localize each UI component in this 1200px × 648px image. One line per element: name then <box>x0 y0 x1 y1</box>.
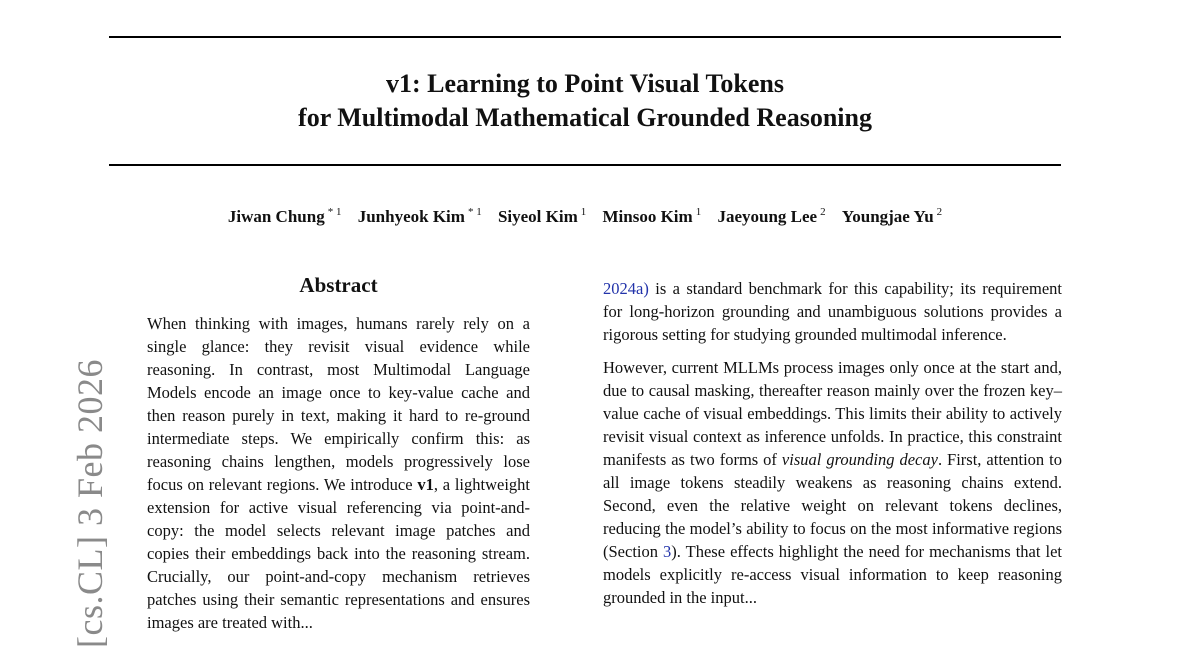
top-rule <box>109 36 1061 38</box>
title-line-1: v1: Learning to Point Visual Tokens <box>385 69 785 98</box>
author: Youngjae Yu $^2$ <box>841 206 943 226</box>
arxiv-stamp: [cs.CL] 3 Feb 2026 <box>70 359 110 648</box>
section-ref-link[interactable]: 3 <box>663 542 672 561</box>
title-line-2: for Multimodal Mathematical Grounded Reasoning <box>298 103 872 132</box>
paper-title <box>109 67 1061 135</box>
method-name: v1 <box>417 475 434 494</box>
author: Junhyeok Kim $^{* 1}$ <box>357 206 482 226</box>
abstract-paragraph: When thinking with images, humans rarely rely on a single glance: they revisit visual evidence while reasoning. In contrast, most Multimodal Language Models encode an image once to key-value cache and then reason purely in text, making it hard to re-ground intermediate steps. We empirically confirm this: as reasoning chains lengthen, models progressively lose focus on relevant regions. We introduce v1, a lightweight extension for active visual referencing via point-and-copy: the model selects relevant image patches and copies their embeddings back into the reasoning stream. Crucially, our point-and-copy mechanism retrieves patches using their semantic representations and ensures images are treated with... <box>147 314 530 632</box>
author: Siyeol Kim $^1$ <box>497 206 587 226</box>
bottom-rule <box>109 164 1061 166</box>
right-column <box>603 277 1062 609</box>
author: Minsoo Kim $^1$ <box>602 206 702 226</box>
author-list <box>109 206 1061 227</box>
author: Jiwan Chung $^{* 1}$ <box>227 206 342 226</box>
abstract-heading: Abstract <box>299 273 378 297</box>
intro-paragraph-2: However, current MLLMs process images only once at the start and, due to causal masking, thereafter reason mainly over the frozen key–value cache of visual embeddings. This limits their ability to actively revisit visual context as inference unfolds. In practice, this constraint manifests as two forms of visual grounding decay. First, attention to all image tokens steadily weakens as reasoning chains extend. Second, even the relative weight on relevant tokens declines, reducing the model’s ability to focus on the most informative regions (Section 3). These effects highlight the need for mechanisms that let models explicitly re-access visual information to keep reasoning grounded in the input... <box>603 358 1062 607</box>
author: Jaeyoung Lee $^2$ <box>717 206 826 226</box>
intro-paragraph-1: 2024a) is a standard benchmark for this capability; its requirement for long-horizon grounding and unambiguous solutions provides a rigorous setting for studying grounded multimodal inference. <box>603 279 1062 344</box>
emphasis-term: visual grounding decay <box>781 450 938 469</box>
abstract-body <box>147 312 530 634</box>
citation-link[interactable]: 2024a) <box>603 279 649 298</box>
